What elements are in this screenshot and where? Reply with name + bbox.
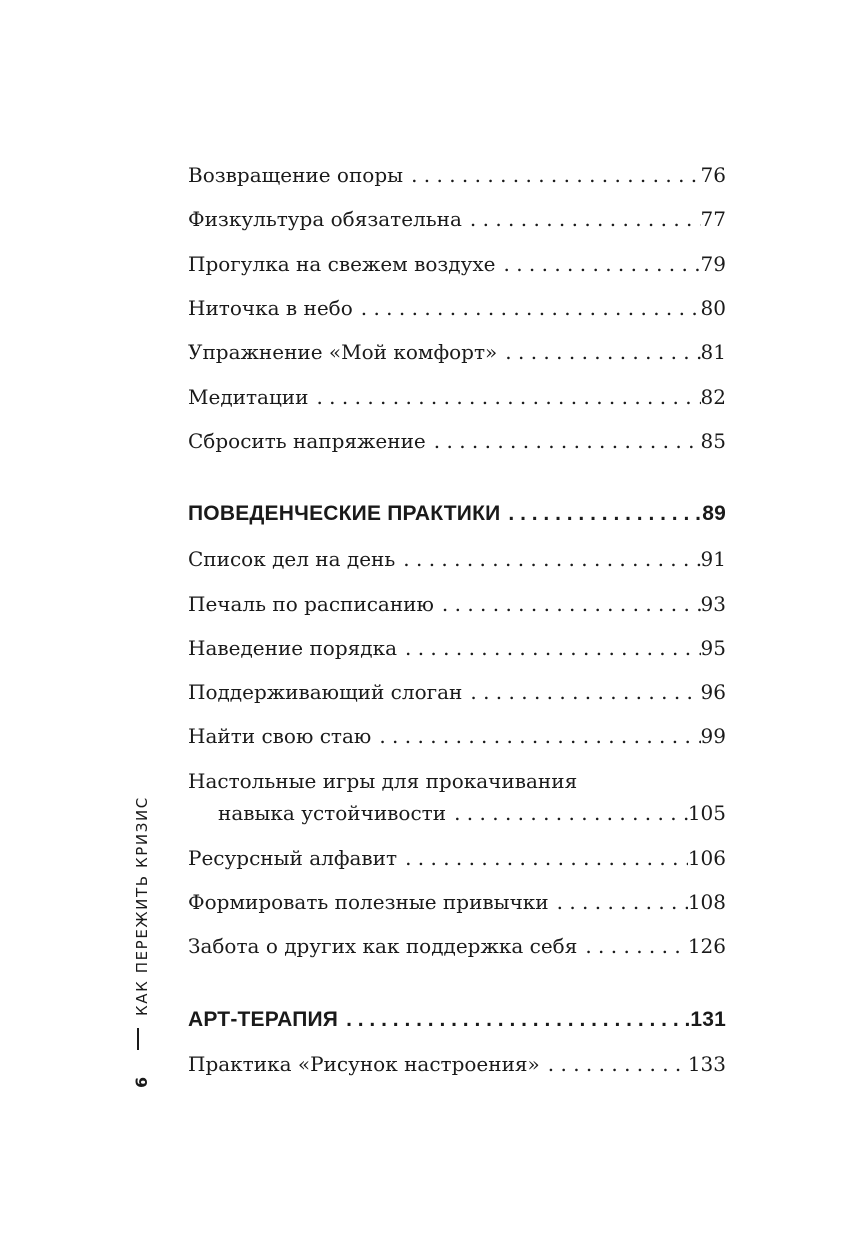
page-number: 6 [132,1076,151,1088]
dot-leader [495,251,700,277]
toc-section-heading [188,1007,726,1033]
dot-leader [497,339,700,365]
running-head-divider [137,1028,139,1050]
toc-entry-page: 126 [687,934,726,958]
toc-entry-title: Забота о других как поддержка себя [188,934,578,958]
toc-entry [188,162,726,188]
toc-entry-title: Поддерживающий слоган [188,680,463,704]
dot-leader [397,635,701,661]
dot-leader [462,206,701,232]
toc-entry [188,635,726,661]
toc-entry-page: 81 [700,340,726,364]
toc-entry-title-line1: Настольные игры для прокачивания [188,769,578,793]
toc-entry-page: 85 [700,429,726,453]
toc-entry [218,800,726,826]
section-title: АРТ-ТЕРАПИЯ [188,1008,339,1031]
toc-entry-page: 96 [700,680,726,704]
dot-leader [462,679,700,705]
dot-leader [426,428,701,454]
dot-leader [395,546,700,572]
dot-leader [338,1007,690,1033]
toc-entry [188,679,726,705]
dot-leader [397,845,688,871]
toc-section-heading [188,501,726,527]
toc-entry-title: Список дел на день [188,547,396,571]
toc-entry-page: 82 [700,385,726,409]
toc-entry-page: 106 [687,846,726,870]
toc-entry-title: Формировать полезные привычки [188,890,549,914]
dot-leader [353,295,701,321]
toc-entry-title: Найти свою стаю [188,724,372,748]
toc-entry-page: 105 [687,801,726,825]
section-page: 131 [690,1008,726,1031]
toc-entry [188,546,726,572]
toc-entry-title: Ресурсный алфавит [188,846,398,870]
dot-leader [403,162,700,188]
dot-leader [446,800,688,826]
toc-entry [188,591,726,617]
dot-leader [549,889,688,915]
toc-entry-page: 79 [700,252,726,276]
toc-entry-title: Практика «Рисунок настроения» [188,1052,540,1076]
dot-leader [577,933,687,959]
toc-entry-page: 91 [700,547,726,571]
toc-entry-page: 133 [687,1052,726,1076]
toc-entry-title: Наведение порядка [188,636,397,660]
section-page: 89 [702,502,726,525]
toc-entry-page: 99 [700,724,726,748]
toc-entry [188,384,726,410]
toc-entry-title: Печаль по расписанию [188,592,434,616]
toc-entry-page: 80 [700,296,726,320]
dot-leader [371,723,700,749]
toc-entry [188,428,726,454]
toc-entry-title: Упражнение «Мой комфорт» [188,340,498,364]
toc-entry [188,251,726,277]
toc-entry-page: 77 [700,207,726,231]
dot-leader [540,1051,688,1077]
toc-entry-title: Прогулка на свежем воздухе [188,252,496,276]
toc-entry-title: Физкультура обязательна [188,207,462,231]
toc-entry [188,933,726,959]
toc-entry [188,889,726,915]
toc-entry [188,206,726,232]
toc-entry-title: Сбросить напряжение [188,429,426,453]
section-title: ПОВЕДЕНЧЕСКИЕ ПРАКТИКИ [188,502,501,525]
dot-leader [434,591,701,617]
toc-entry-title: Медитации [188,385,309,409]
toc-entry-page: 76 [700,163,726,187]
toc-entry-page: 95 [700,636,726,660]
toc-entry [188,723,726,749]
running-head-title: КАК ПЕРЕЖИТЬ КРИЗИС [133,796,151,1016]
toc-entry [188,845,726,871]
dot-leader [500,501,702,527]
toc-entry [188,295,726,321]
toc-entry [188,1051,726,1077]
dot-leader [308,384,700,410]
toc-entry-title-line2: навыка устойчивости [218,801,447,825]
toc-entry-title: Ниточка в небо [188,296,353,320]
toc-entry-title: Возвращение опоры [188,163,404,187]
toc-entry-page: 93 [700,592,726,616]
toc-entry [188,339,726,365]
toc-entry-page: 108 [687,890,726,914]
running-head [126,796,156,1088]
